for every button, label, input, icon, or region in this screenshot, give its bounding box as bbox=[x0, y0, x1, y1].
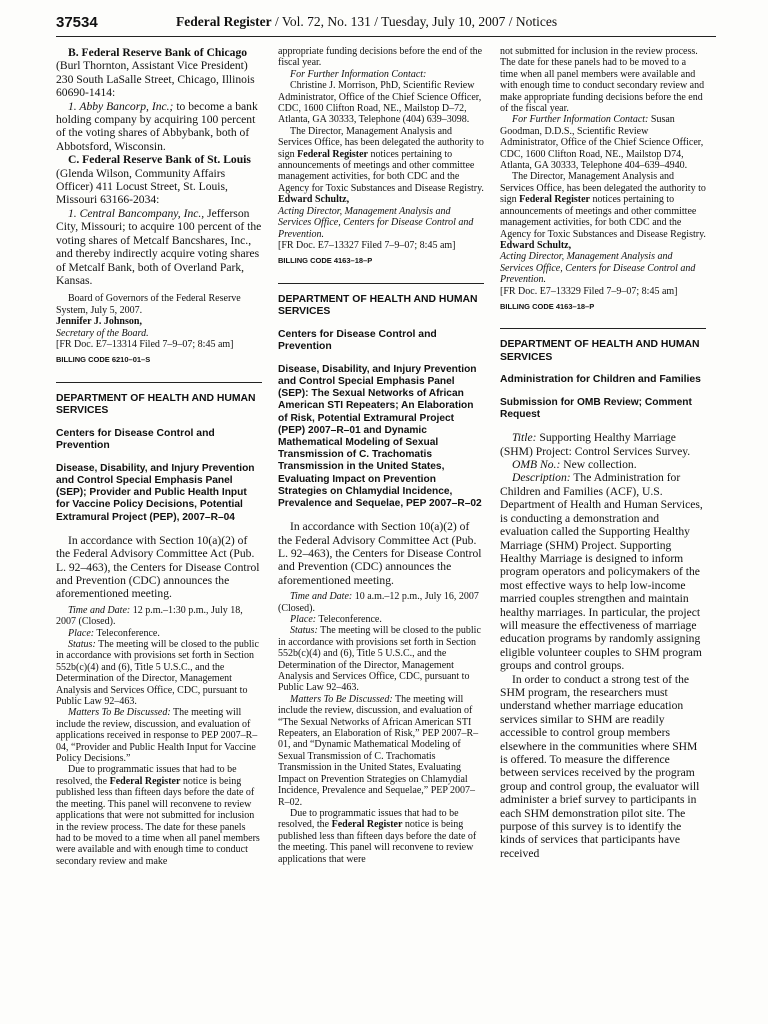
subagency-heading: Centers for Disease Control and Prevention bbox=[278, 328, 437, 353]
subagency-heading: Administration for Children and Families bbox=[500, 374, 701, 386]
fr-doc-line: [FR Doc. E7–13327 Filed 7–9–07; 8:45 am] bbox=[278, 239, 456, 251]
column-1 bbox=[56, 46, 262, 867]
signer-name: Edward Schultz, bbox=[278, 194, 350, 206]
info-contact: For Further Information Contact: bbox=[290, 68, 427, 80]
abby-bancorp-entry: 1. Abby Bancorp, Inc.; to become a bank holding company by acquiring 100 percent of the voting shares of Abbybank, both of Abbotsford, Wisconsin. bbox=[56, 99, 258, 153]
column-3 bbox=[500, 46, 706, 860]
running-header bbox=[56, 12, 716, 37]
omb-notice-body bbox=[500, 431, 706, 860]
signer-title: Secretary of the Board. bbox=[56, 327, 149, 339]
status: Status: The meeting will be closed to the public in accordance with provisions set forth in Section 552b(c)(4) and (6), Title 5 U.S.C., and the Determination of the Director, Management Analysis and Services Office, CDC, pursuant to Public Law 92–463. bbox=[278, 625, 481, 694]
continued-text: not submitted for inclusion in the review process. The date for these panels had to be moved to a time when all panel members were available and with enough time to conduct secondary review and make appropriate funding decisions before the end of the fiscal year. bbox=[500, 46, 705, 115]
fed-reserve-notices bbox=[56, 46, 262, 287]
agency-heading: DEPARTMENT OF HEALTH AND HUMAN SERVICES bbox=[56, 392, 256, 417]
omb-number: OMB No.: New collection. bbox=[512, 458, 637, 472]
signer-title: Acting Director, Management Analysis and Services Office, Centers for Disease Control and Prevention. bbox=[278, 205, 474, 240]
central-bancompany-entry: 1. Central Bancompany, Inc., Jefferson City, Missouri; to acquire 100 percent of the voting shares of Metcalf Bancshares, Inc., and thereby indirectly acquire voting shares of Metcalf Bank, both of Overland Park, Kansas. bbox=[56, 206, 262, 287]
billing-code: BILLING CODE 4163–18–P bbox=[500, 301, 595, 311]
intro-paragraph: In accordance with Section 10(a)(2) of the Federal Advisory Committee Act (Pub. L. 92–463), the Centers for Disease Control and Prevention (CDC) announces the aforementioned meeting. bbox=[278, 520, 482, 587]
fr-doc-line: [FR Doc. E7–13329 Filed 7–9–07; 8:45 am] bbox=[500, 285, 678, 297]
fr-doc-line: [FR Doc. E7–13314 Filed 7–9–07; 8:45 am] bbox=[56, 338, 234, 350]
board-date: Board of Governors of the Federal Reserve System, July 5, 2007. bbox=[56, 293, 241, 316]
delegation: The Director, Management Analysis and Services Office, has been delegated the authority to sign Federal Register notices pertaining to announcements of meetings and other committee management activities, for both CDC and the Agency for Toxic Substances and Disease Registry. bbox=[500, 171, 706, 240]
info-contact: For Further Information Contact: Susan Goodman, D.D.S., Scientific Review Administrator, Office of the Chief Science Officer, CDC, 1600 Clifton Road, NE., Mailstop D74, Atlanta, GA 30333, Telephone 404–639–4940. bbox=[500, 114, 704, 172]
intro-paragraph: In accordance with Section 10(a)(2) of the Federal Advisory Committee Act (Pub. L. 92–463), the Centers for Disease Control and Prevention (CDC) announces the aforementioned meeting. bbox=[56, 533, 260, 601]
section-divider bbox=[278, 283, 484, 284]
page-number: 37534 bbox=[56, 14, 98, 31]
status: Status: The meeting will be closed to the public in accordance with provisions set forth in Section 552b(c)(4) and (6), Title 5 U.S.C., and the Determination of the Director, Management Analysis and Services Office, CDC, pursuant to Public Law 92–463. bbox=[56, 639, 259, 708]
st-louis-entry: C. Federal Reserve Bank of St. Louis (Glenda Wilson, Community Affairs Officer) 411 Locust Street, St. Louis, Missouri 63166-2034: bbox=[56, 153, 251, 207]
agency-heading: DEPARTMENT OF HEALTH AND HUMAN SERVICES bbox=[278, 293, 478, 318]
title-field: Title: Supporting Healthy Marriage (SHM) Project: Control Services Survey. bbox=[500, 431, 691, 458]
agency-heading: DEPARTMENT OF HEALTH AND HUMAN SERVICES bbox=[500, 339, 700, 363]
place: Place: Teleconference. bbox=[68, 627, 160, 639]
running-title: Federal Register / Vol. 72, No. 131 / Tuesday, July 10, 2007 / Notices bbox=[176, 14, 558, 29]
signer-title: Acting Director, Management Analysis and Services Office, Centers for Disease Control and Prevention. bbox=[500, 251, 696, 286]
billing-code: BILLING CODE 6210–01–S bbox=[56, 355, 151, 365]
place: Place: Teleconference. bbox=[290, 614, 382, 625]
matters: Matters To Be Discussed: The meeting will include the review, discussion, and evaluation of “The Sexual Networks of African American STI Repeaters, an Elaboration of Risk,” PEP 2007–R–01, and “Dynamic Mathematical Modeling of Sexual Transmission of C. Trachomatis Transmission in the United States, Evaluating Impact on Prevention Strategies on Chlamydial Incidence, Prevalence and Sequelae,” PEP 2007–R–02. bbox=[278, 693, 479, 808]
billing-code: BILLING CODE 4163–18–P bbox=[278, 256, 373, 266]
due-paragraph: Due to programmatic issues that had to be resolved, the Federal Register notice is being published less than fifteen days before the date of the meeting. This panel will reconvene to review applications that were not submitted for inclusion in the review process. The date for these panels had to be moved to a time when all panel members were available and with enough time to conduct secondary review and make bbox=[56, 764, 260, 867]
time-and-date: Time and Date: 12 p.m.–1:30 p.m., July 18, 2007 (Closed). bbox=[56, 604, 243, 628]
subagency-heading: Centers for Disease Control and Prevention bbox=[56, 427, 215, 452]
notice-title: Disease, Disability, and Injury Prevention and Control Special Emphasis Panel (SEP); Provider and Public Health Input for Vaccine Policy Decisions, Potential Extramural Project (PEP), 2007–R–04 bbox=[56, 462, 255, 523]
matters: Matters To Be Discussed: The meeting will include the review, discussion, and evaluation of applications received in response to PEP 2007–R–04, “Provider and Public Health Input for Vaccine Policy Decisions.” bbox=[56, 707, 258, 765]
description: Description: The Administration for Children and Families (ACF), U.S. Department of Health and Human Services, is conducting a demonstration and evaluation called the Supporting Healthy Marriage (SHM) Project. Supporting Healthy Marriage is designed to inform program operators and policymakers of the most effective ways to help low-income married couples strengthen and maintain healthy marriages. In particular, the project will measure the effectiveness of marriage education programs by randomly assigning eligible volunteer couples to SHM program groups and control groups. bbox=[500, 471, 703, 673]
signer-name: Edward Schultz, bbox=[500, 239, 572, 251]
column-2 bbox=[278, 46, 484, 865]
delegation: The Director, Management Analysis and Services Office, has been delegated the authority to sign Federal Register notices pertaining to announcements of meetings and other committee management activities, for both CDC and the Agency for Toxic Substances and Disease Registry. bbox=[278, 125, 484, 194]
notice-title: Submission for OMB Review; Comment Request bbox=[500, 396, 692, 421]
info-contact-text: Christine J. Morrison, PhD, Scientific Review Administrator, Office of the Chief Science Officer, CDC, 1600 Clifton Road, NE., Mailstop D–72, Atlanta, GA 30333, Telephone (404) 639–3098. bbox=[278, 80, 482, 126]
notice-title: Disease, Disability, and Injury Prevention and Control Special Emphasis Panel (SEP): The Sexual Networks of African American STI Repeaters; An Elaboration of Risk, Potential Extramural Project (PEP) 2007–R–01 and Dynamic Mathematical Modeling of Sexual Transmission of C. Trachomatis Transmission in the United States, Evaluating Impact on Prevention Strategies on Chlamydial Incidence, Prevalence and Sequelae, PEP 2007–R–02 bbox=[278, 363, 482, 509]
due-paragraph: Due to programmatic issues that had to be resolved, the Federal Register notice is being published less than fifteen days before the date of the meeting. This panel will reconvene to review applications that were bbox=[278, 807, 477, 865]
section-divider bbox=[56, 382, 262, 383]
signer-name: Jennifer J. Johnson, bbox=[56, 316, 142, 328]
chicago-entry: B. Federal Reserve Bank of Chicago (Burl Thornton, Assistant Vice President) 230 South LaSalle Street, Chicago, Illinois 60690-1414: bbox=[56, 46, 255, 100]
continued-text: appropriate funding decisions before the end of the fiscal year. bbox=[278, 46, 483, 69]
paragraph-2: In order to conduct a strong test of the SHM program, the researchers must understand whether marriage education services similar to SHM are readily accessible to control group members elsewhere in the communities where SHM is offered. To measure the difference between services received by the program group and control group, the evaluator will administer a brief survey to participants in each SHM demonstration pilot site. The purpose of this survey is to identify the kinds of services that participants have received bbox=[500, 672, 700, 860]
time-and-date: Time and Date: 10 a.m.–12 p.m., July 16, 2007 (Closed). bbox=[278, 591, 479, 614]
section-divider bbox=[500, 328, 706, 329]
